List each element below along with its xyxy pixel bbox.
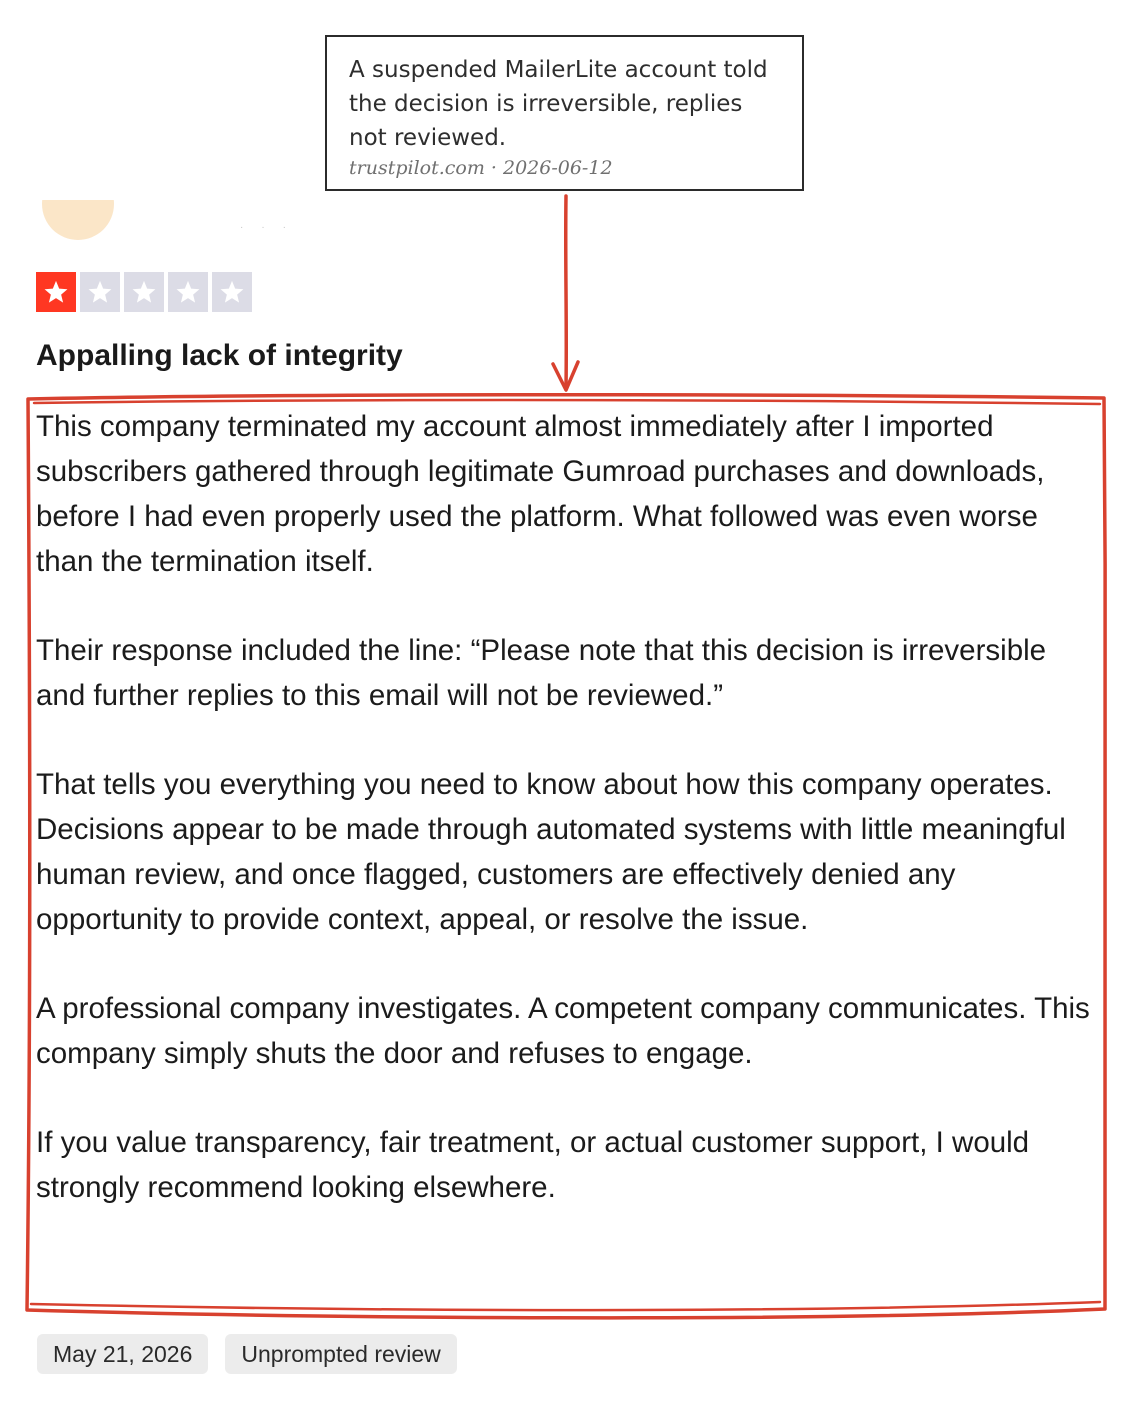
- star-icon: [124, 272, 164, 312]
- callout-text: A suspended MailerLite account told the decision is irreversible, replies not reviewed.: [349, 57, 768, 151]
- annotation-arrow-line: [566, 196, 567, 388]
- review-paragraph: Their response included the line: “Please note that this decision is irreversible and further replies to this email will not be reviewed.”: [36, 634, 1047, 712]
- reviewer-meta-dots: ···: [240, 222, 304, 233]
- star-icon: [36, 272, 76, 312]
- avatar[interactable]: [42, 200, 114, 240]
- star-icon: [80, 272, 120, 312]
- review-paragraph: A professional company investigates. A competent company communicates. This company simply shuts the door and refuses to engage.: [36, 992, 1090, 1070]
- review-paragraph: This company terminated my account almost immediately after I imported subscribers gathered through legitimate Gumroad purchases and downloads, before I had even properly used the platform. What followed was even worse than the termination itself.: [36, 410, 1045, 578]
- callout-source: trustpilot.com · 2026-06-12: [349, 157, 613, 179]
- star-icon: [212, 272, 252, 312]
- star-icon: [168, 272, 208, 312]
- annotation-callout: [325, 35, 804, 191]
- review-title: Appalling lack of integrity: [36, 339, 403, 372]
- unprompted-review-tag[interactable]: Unprompted review: [225, 1334, 456, 1374]
- review-paragraph: If you value transparency, fair treatment, or actual customer support, I would strongly recommend looking elsewhere.: [36, 1126, 1030, 1204]
- review-paragraph: That tells you everything you need to know about how this company operates. Decisions appear to be made through automated systems with little meaningful human review, and once flagged, customers are effectively denied any opportunity to provide context, appeal, or resolve the issue.: [36, 768, 1066, 936]
- review-date-tag: May 21, 2026: [37, 1334, 208, 1374]
- annotation-arrow-head: [553, 362, 578, 390]
- star-rating: [36, 272, 252, 312]
- review-body: [36, 404, 1096, 1210]
- review-tags: [37, 1334, 457, 1374]
